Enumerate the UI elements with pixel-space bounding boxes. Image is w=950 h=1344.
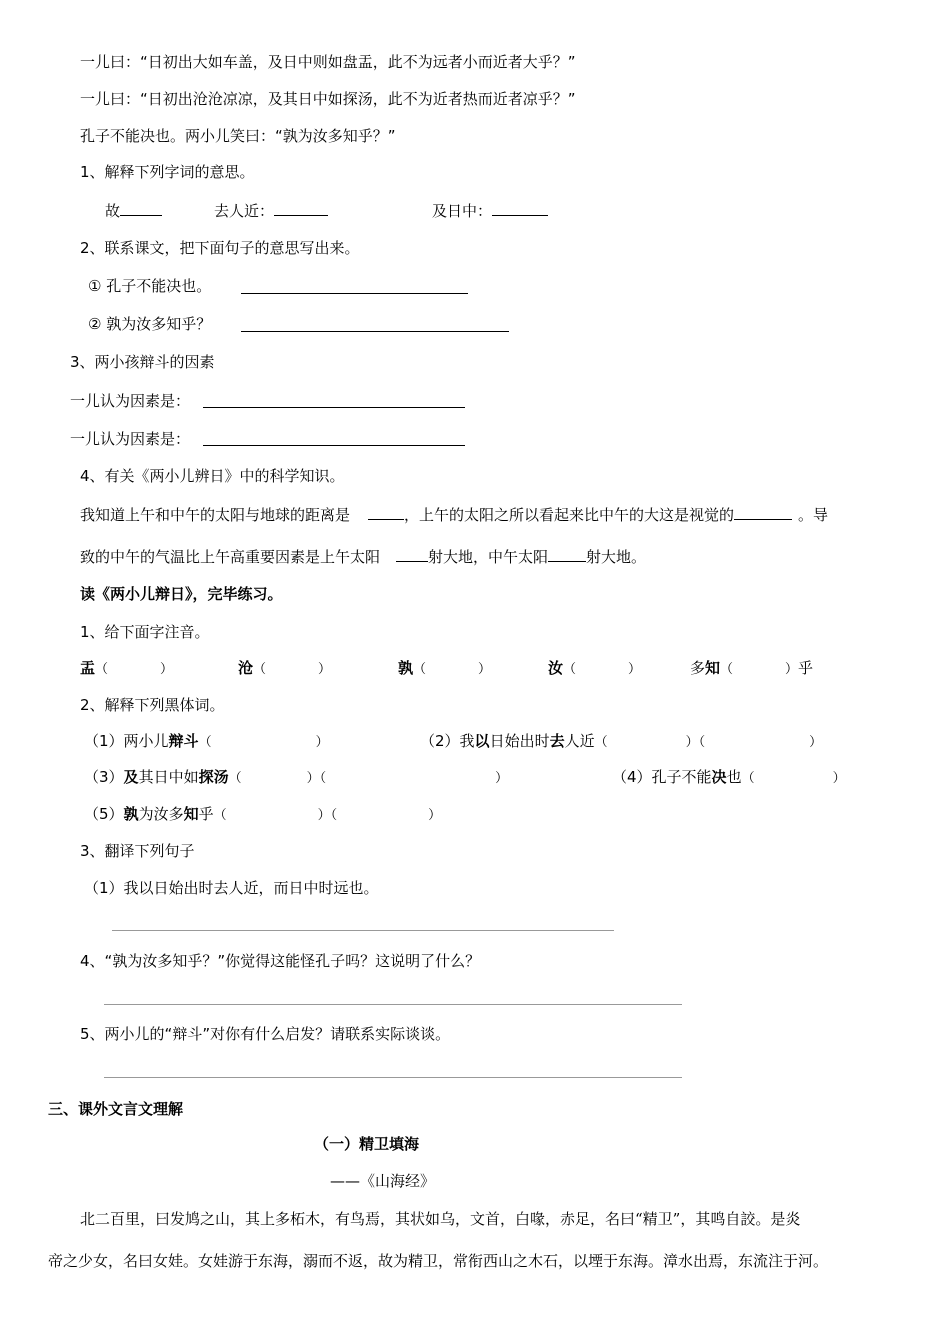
pinyin-item-shu xyxy=(398,658,491,680)
passage-line-3: 孔子不能决也。两小儿笑曰：“孰为汝多知乎？” xyxy=(80,127,396,145)
answer-line[interactable] xyxy=(104,1077,682,1078)
pinyin-char: 盂 xyxy=(80,659,96,677)
q1-item-qurenjin xyxy=(214,201,328,221)
read-q2-title: 2、解释下列黑体词。 xyxy=(80,696,225,714)
answer-line[interactable] xyxy=(203,393,465,408)
explain-text: 人近 xyxy=(564,732,595,750)
section-3-title: 三、课外文言文理解 xyxy=(48,1100,184,1118)
explain-bold-word: 及 xyxy=(123,768,139,786)
pinyin-blank[interactable]: （ ） xyxy=(95,662,174,677)
q1-item-jirizhong xyxy=(432,201,548,221)
passage-line-1: 一儿曰：“日初出大如车盖，及日中则如盘盂，此不为远者小而近者大乎？” xyxy=(80,53,576,71)
explain-text: 为汝多 xyxy=(138,805,184,823)
pinyin-blank[interactable]: （ ） xyxy=(253,662,332,677)
answer-blank[interactable] xyxy=(548,547,586,562)
q1-title: 1、解释下列字词的意思。 xyxy=(80,163,255,181)
pinyin-blank[interactable]: （ ） xyxy=(720,662,799,677)
q3-item-b: 一儿认为因素是： xyxy=(70,430,191,448)
answer-line[interactable] xyxy=(104,1004,682,1005)
explain-blank[interactable]: （ ） xyxy=(594,735,699,750)
story-source: ——《山海经》 xyxy=(330,1172,436,1190)
read-q1-title: 1、给下面字注音。 xyxy=(80,623,210,641)
explain-bold-word: 辩斗 xyxy=(168,732,199,750)
passage-line-2: 一儿曰：“日初出沧沧凉凉，及其日中如探汤，此不为近者热而近者凉乎？” xyxy=(80,90,576,108)
q4-text-2b: 射大地，中午太阳 xyxy=(428,548,549,566)
answer-line[interactable] xyxy=(203,431,465,446)
pinyin-item-cang xyxy=(238,658,331,680)
q4-text-1b: ，上午的太阳之所以看起来比中午的大这是视觉的 xyxy=(404,506,735,524)
translate-item-1: （1）我以日始出时去人近，而日中时远也。 xyxy=(84,879,379,897)
q4-text-line-2 xyxy=(80,547,646,567)
read-q4-title: 4、“孰为汝多知乎？”你觉得这能怪孔子吗？这说明了什么？ xyxy=(80,952,481,970)
explain-blank[interactable]: （ ） xyxy=(198,735,329,750)
story-line-1: 北二百里，曰发鸠之山，其上多柘木，有鸟焉，其状如乌，文首，白喙，赤足，名曰“精卫”，其鸣自詨。是炎 xyxy=(80,1210,801,1228)
explain-bold-word: 知 xyxy=(183,805,199,823)
q4-title: 4、有关《两小儿辨日》中的科学知识。 xyxy=(80,467,345,485)
explain-blank[interactable]: （ ） xyxy=(741,771,846,786)
q4-text-line-1 xyxy=(80,505,828,525)
q1-item-qurenjin-label: 去人近： xyxy=(214,202,275,220)
answer-line[interactable] xyxy=(241,317,509,332)
answer-blank[interactable] xyxy=(734,505,792,520)
answer-blank[interactable] xyxy=(396,547,428,562)
pinyin-blank[interactable]: （ ） xyxy=(563,662,642,677)
explain-item-3 xyxy=(84,767,508,789)
answer-blank[interactable] xyxy=(368,505,404,520)
q1-item-gu-label: 故 xyxy=(105,202,121,220)
explain-item-1 xyxy=(84,731,329,753)
explain-text: （2）我 xyxy=(420,732,475,750)
explain-blank[interactable]: （ ） xyxy=(228,771,320,786)
explain-text: 乎 xyxy=(198,805,214,823)
explain-item-2 xyxy=(420,731,822,753)
q1-item-jirizhong-label: 及日中： xyxy=(432,202,493,220)
explain-item-5 xyxy=(84,804,441,826)
explain-text: 日始出时 xyxy=(489,732,550,750)
pinyin-char: 孰 xyxy=(398,659,414,677)
explain-text: 也 xyxy=(726,768,742,786)
explain-item-4 xyxy=(612,767,846,789)
q4-text-2a: 致的中午的气温比上午高重要因素是上午太阳 xyxy=(80,548,381,566)
explain-bold-word: 以 xyxy=(474,732,490,750)
q2-item-b: ② 孰为汝多知乎？ xyxy=(88,315,212,333)
pinyin-blank[interactable]: （ ） xyxy=(413,662,492,677)
pinyin-item-ru xyxy=(548,658,641,680)
read-q3-title: 3、翻译下列句子 xyxy=(80,842,195,860)
q4-text-1c: 。导 xyxy=(798,506,829,524)
explain-bold-word: 决 xyxy=(711,768,727,786)
explain-blank[interactable]: （ ） xyxy=(330,808,442,823)
read-q5-title: 5、两小儿的“辩斗”对你有什么启发？请联系实际谈谈。 xyxy=(80,1025,451,1043)
pinyin-item-yu xyxy=(80,658,173,680)
answer-blank[interactable] xyxy=(274,201,328,216)
explain-bold-word: 去 xyxy=(549,732,565,750)
explain-text: 其日中如 xyxy=(138,768,199,786)
answer-blank[interactable] xyxy=(120,201,162,216)
explain-bold-word: 孰 xyxy=(123,805,139,823)
explain-text: （4）孔子不能 xyxy=(612,768,712,786)
q4-text-2c: 射大地。 xyxy=(586,548,647,566)
pinyin-pre: 多 xyxy=(690,659,706,677)
pinyin-char: 沧 xyxy=(238,659,254,677)
explain-text: （3） xyxy=(84,768,124,786)
explain-text: （5） xyxy=(84,805,124,823)
explain-blank[interactable]: （ ） xyxy=(698,735,823,750)
pinyin-char: 汝 xyxy=(548,659,564,677)
q3-item-a: 一儿认为因素是： xyxy=(70,392,191,410)
answer-blank[interactable] xyxy=(492,201,548,216)
story-line-2: 帝之少女，名曰女娃。女娃游于东海，溺而不返，故为精卫，常衔西山之木石，以堙于东海。漳水出焉，东流注于河。 xyxy=(48,1252,829,1270)
q2-title: 2、联系课文，把下面句子的意思写出来。 xyxy=(80,239,360,257)
story-title: （一）精卫填海 xyxy=(314,1135,420,1153)
read-section-title: 读《两小儿辩日》，完毕练习。 xyxy=(80,585,283,603)
q2-item-a: ① 孔子不能决也。 xyxy=(88,277,212,295)
answer-line[interactable] xyxy=(241,279,468,294)
explain-blank[interactable]: （ ） xyxy=(213,808,331,823)
q4-text-1a: 我知道上午和中午的太阳与地球的距离是 xyxy=(80,506,351,524)
pinyin-post: 乎 xyxy=(798,659,814,677)
pinyin-item-zhi xyxy=(690,658,813,680)
explain-text: （1）两小儿 xyxy=(84,732,169,750)
q3-title: 3、两小孩辩斗的因素 xyxy=(70,353,215,371)
explain-blank[interactable]: （ ） xyxy=(319,771,509,786)
explain-bold-word: 探汤 xyxy=(198,768,229,786)
pinyin-char: 知 xyxy=(705,659,721,677)
q1-item-gu xyxy=(105,201,162,221)
answer-line[interactable] xyxy=(112,930,614,931)
